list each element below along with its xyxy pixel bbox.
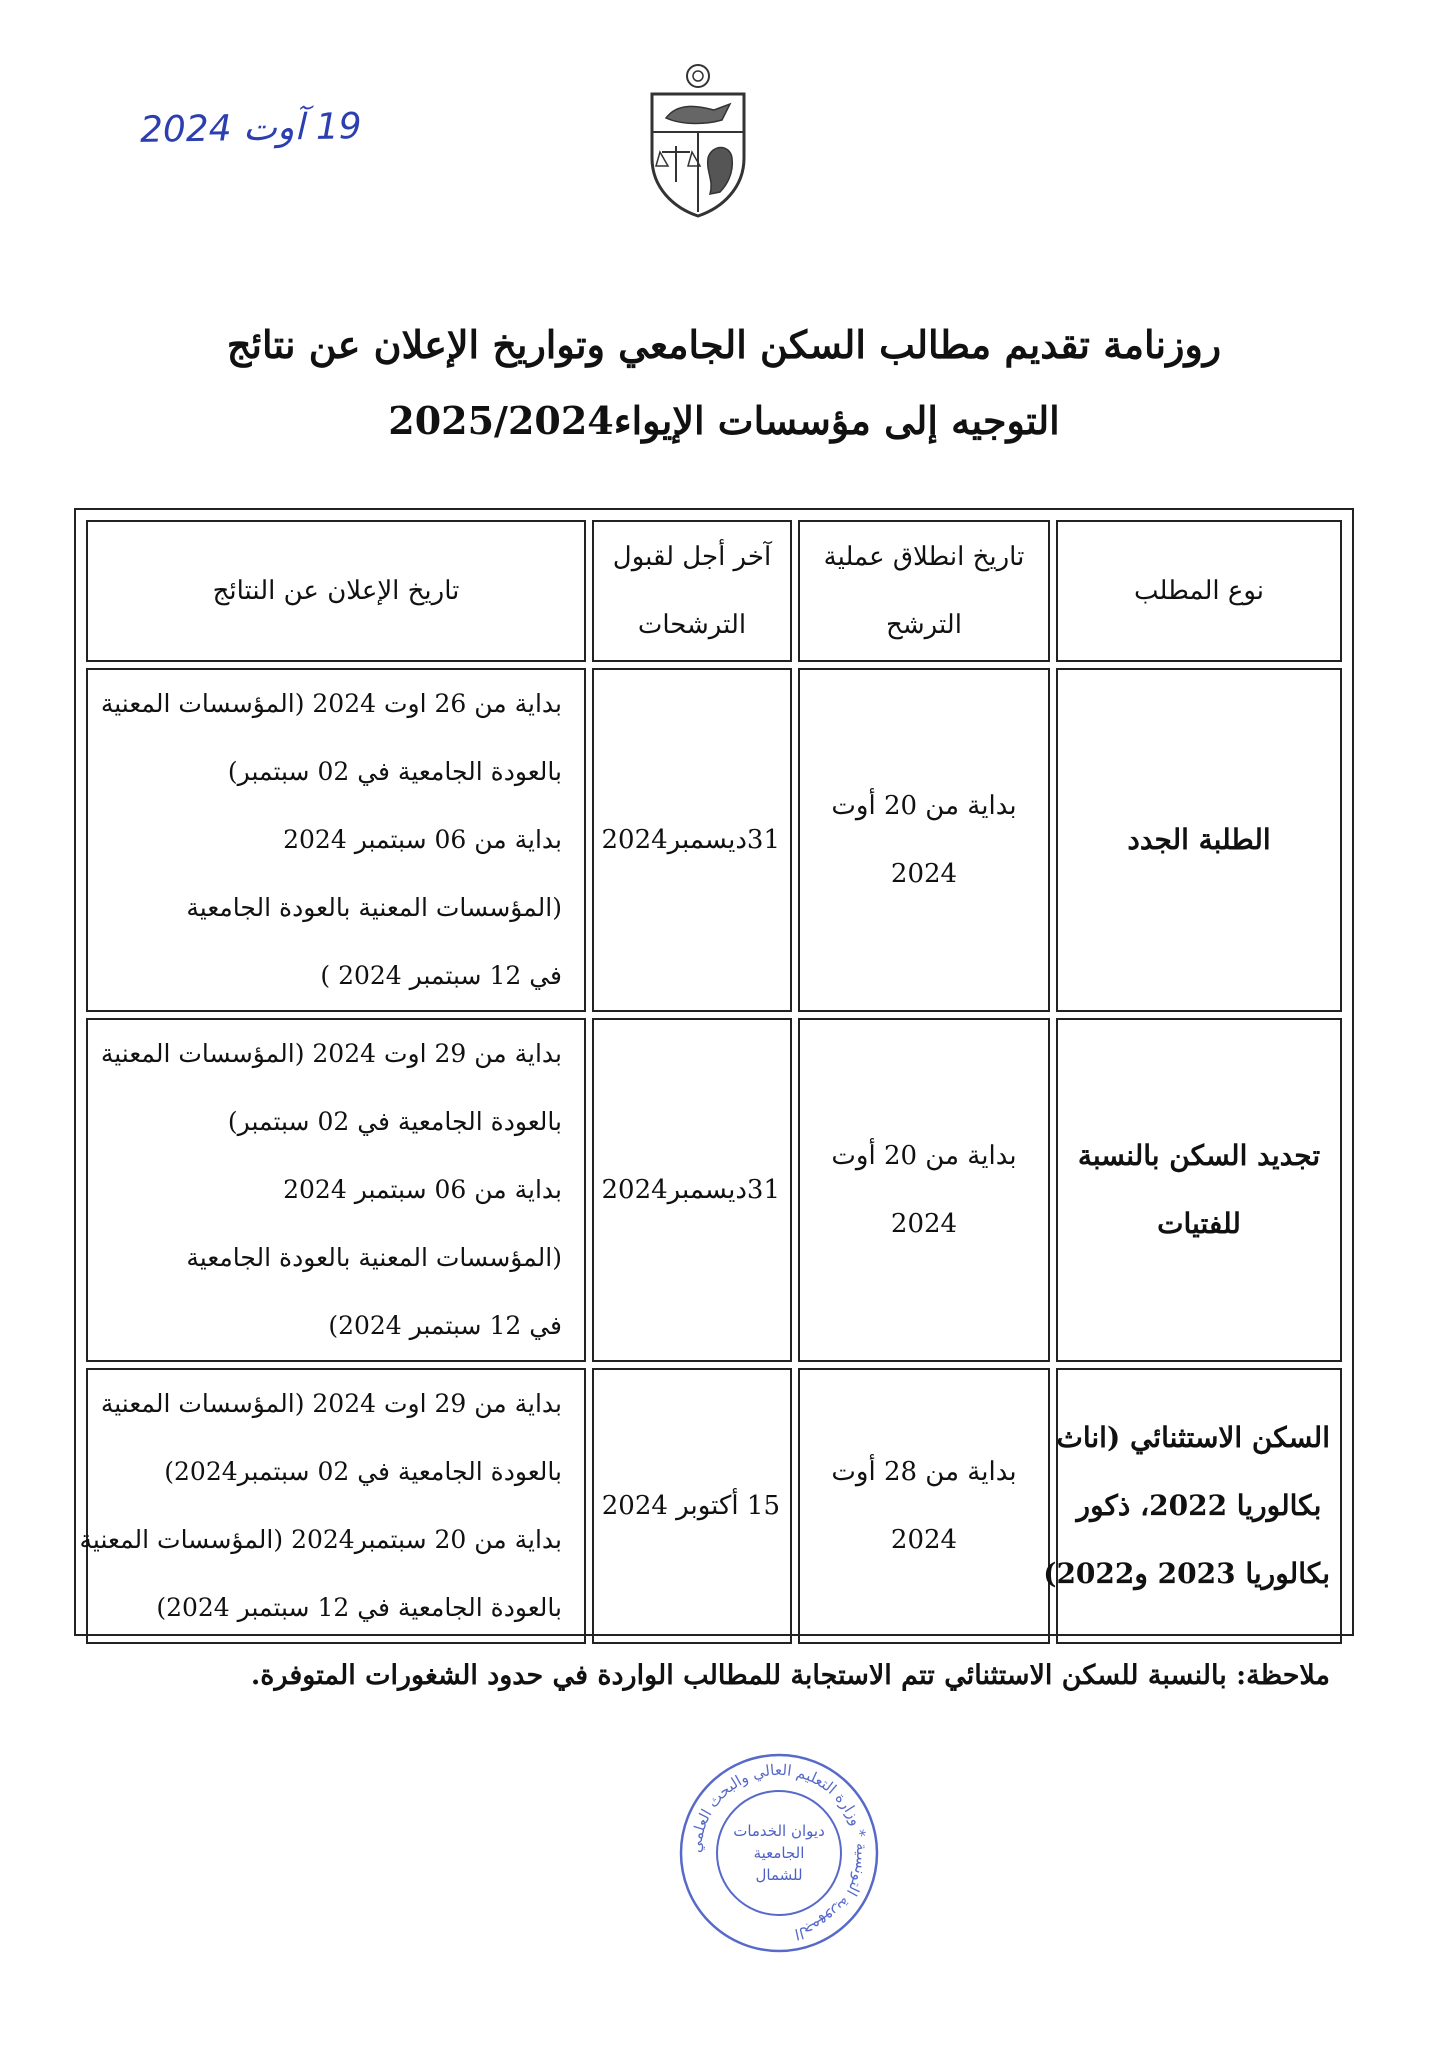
official-seal-stamp bbox=[674, 1748, 884, 1958]
row-request-type: الطلبة الجدد bbox=[1056, 668, 1342, 1012]
housing-calendar-table bbox=[80, 514, 1348, 1650]
header-results-date: تاريخ الإعلان عن النتائج bbox=[86, 520, 586, 662]
row-deadline: 31ديسمبر2024 bbox=[592, 1018, 792, 1362]
document-title-line-2: التوجيه إلى مؤسسات الإيواء2025/2024 bbox=[388, 398, 1060, 443]
row-results-date: بداية من 29 اوت 2024 (المؤسسات المعنية بالعودة الجامعية في 02 سبتمبر2024) بداية من 20 سبتمبر2024 (المؤسسات المعنية بالعودة الجامعية في 12 سبتمبر 2024) bbox=[86, 1368, 586, 1644]
row-deadline: 15 أكتوبر 2024 bbox=[592, 1368, 792, 1644]
seal-center-line-3: للشمال bbox=[755, 1866, 803, 1884]
table-row bbox=[86, 1018, 1342, 1362]
handwritten-date-stamp: 19 آوت 2024 bbox=[139, 106, 362, 151]
seal-center-line-2: الجامعية bbox=[753, 1844, 805, 1862]
row-start-date: بداية من 20 أوت 2024 bbox=[798, 1018, 1050, 1362]
row-start-date: بداية من 28 أوت 2024 bbox=[798, 1368, 1050, 1644]
tunisia-coat-of-arms-icon bbox=[638, 62, 758, 218]
row-request-type: تجديد السكن بالنسبة للفتيات bbox=[1056, 1018, 1342, 1362]
row-start-date: بداية من 20 أوت 2024 bbox=[798, 668, 1050, 1012]
document-title-line-1: روزنامة تقديم مطالب السكن الجامعي وتواريخ الإعلان عن نتائج bbox=[226, 322, 1222, 367]
header-deadline: آخر أجل لقبول الترشحات bbox=[592, 520, 792, 662]
table-row bbox=[86, 668, 1342, 1012]
row-results-date: بداية من 29 اوت 2024 (المؤسسات المعنية بالعودة الجامعية في 02 سبتمبر) بداية من 06 سبتمبر 2024 (المؤسسات المعنية بالعودة الجامعية في 12 سبتمبر 2024) bbox=[86, 1018, 586, 1362]
header-start-date: تاريخ انطلاق عملية الترشح bbox=[798, 520, 1050, 662]
table-header-row bbox=[86, 520, 1342, 662]
row-deadline: 31ديسمبر2024 bbox=[592, 668, 792, 1012]
row-request-type: السكن الاستثنائي (اناث بكالوريا 2022، ذكور بكالوريا 2023 و2022) bbox=[1056, 1368, 1342, 1644]
footnote-remark: ملاحظة: بالنسبة للسكن الاستثنائي تتم الاستجابة للمطالب الواردة في حدود الشغورات المتوفرة. bbox=[250, 1660, 1330, 1691]
seal-ring-text: الجمهورية التونسية * وزارة التعليم العالي والبحث العلمي bbox=[686, 1760, 872, 1944]
row-results-date: بداية من 26 اوت 2024 (المؤسسات المعنية بالعودة الجامعية في 02 سبتمبر) بداية من 06 سبتمبر 2024 (المؤسسات المعنية بالعودة الجامعية في 12 سبتمبر 2024 ) bbox=[86, 668, 586, 1012]
table-row bbox=[86, 1368, 1342, 1644]
header-request-type: نوع المطلب bbox=[1056, 520, 1342, 662]
seal-center-line-1: ديوان الخدمات bbox=[733, 1822, 825, 1840]
